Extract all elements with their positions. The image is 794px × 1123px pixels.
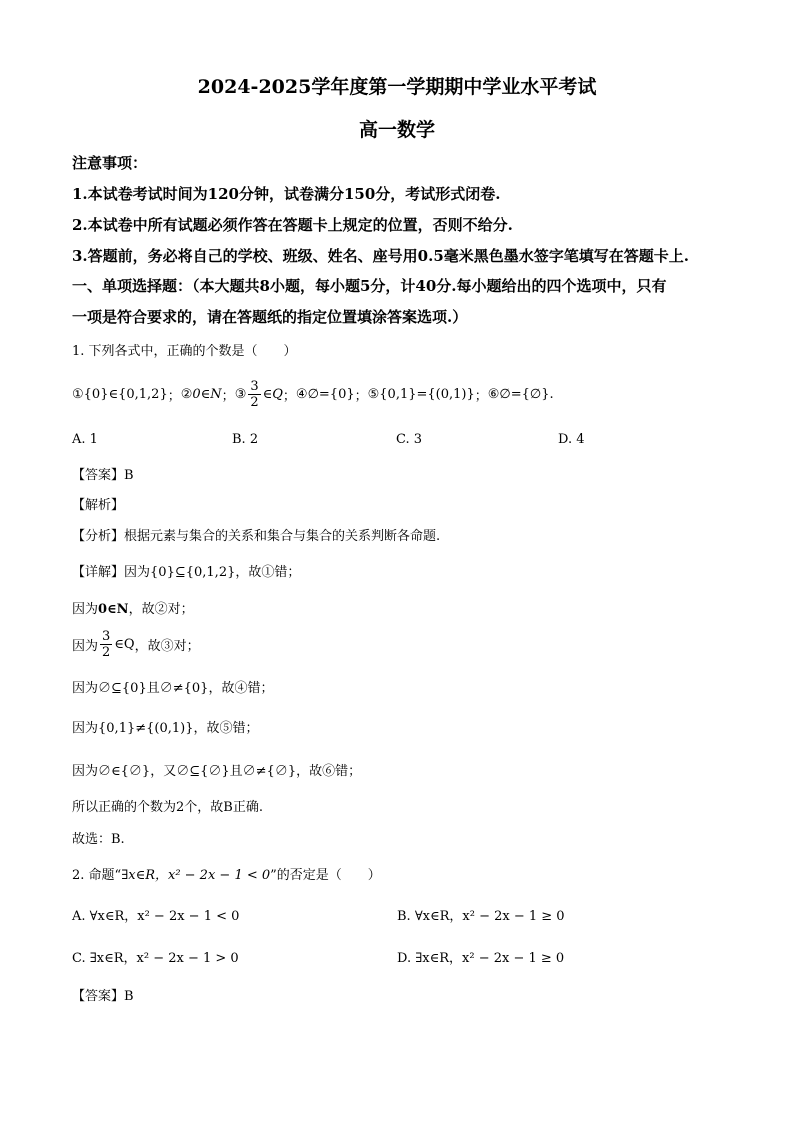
note-item-3: 3.答题前，务必将自己的学校、班级、姓名、座号用0.5毫米黑色墨水签字笔填写在答题卡上. [72, 247, 689, 265]
q1-option-b: B. 2 [232, 432, 259, 447]
q1-sep: ； [221, 388, 235, 404]
note-item-2: 2.本试卷中所有试题必须作答在答题卡上规定的位置，否则不给分. [72, 216, 513, 234]
q1-item-1-mark: ① [72, 386, 84, 402]
q1-item-2: 0∈N [192, 386, 222, 402]
q1-detail-1-post: ，故①错； [235, 565, 301, 580]
q1-detail-2-math: 0∈N [98, 602, 129, 617]
q1-detail-3 [72, 624, 200, 664]
q1-choose: 故选：B. [72, 832, 125, 847]
q1-detail-3-denominator: 2 [102, 644, 111, 660]
q1-item-3-numerator: 3 [250, 378, 259, 394]
q1-detail-3-math: ∈Q [114, 636, 135, 652]
q1-detail-4-post: ，故④错； [208, 681, 274, 696]
q1-item-3-fraction [248, 380, 260, 409]
note-item-1: 1.本试卷考试时间为120分钟，试卷满分150分，考试形式闭卷. [72, 185, 501, 203]
q2-answer: 【答案】B [72, 989, 134, 1004]
q1-item-1: {0}∈{0,1,2} [83, 386, 168, 402]
q1-end: . [549, 386, 554, 402]
q1-detail-6-math2: ∅⊆{∅} [176, 764, 230, 779]
q1-answer: 【答案】B [72, 468, 134, 483]
q2-stem-pre: 2. 命题“ [72, 868, 122, 883]
q1-sep: ； [282, 388, 296, 404]
q1-analysis-heading: 【解析】 [72, 498, 125, 513]
notes-heading: 注意事项： [72, 154, 148, 172]
q1-detail-4-pre: 因为 [72, 681, 99, 696]
q1-detail-6-post: ，故⑥错； [296, 764, 362, 779]
q1-detail-5-post: ，故⑤错； [193, 721, 259, 736]
q1-detail-4-math1: ∅⊆{0} [98, 681, 147, 696]
q1-item-3-denominator: 2 [250, 394, 259, 410]
q1-detail-4-mid: 且 [146, 681, 160, 696]
q1-option-a: A. 1 [72, 432, 98, 447]
q1-items [72, 374, 554, 414]
q1-detail-5-pre: 因为 [72, 721, 99, 736]
q1-detail-2-post: ，故②对； [128, 602, 194, 617]
q2-stem-math: ∃x∈R，x² − 2x − 1 < 0 [121, 868, 271, 883]
q1-option-c: C. 3 [396, 432, 423, 447]
q1-detail-6-math1: ∅∈{∅} [98, 764, 151, 779]
q2-option-d-text: D. ∃x∈R，x² − 2x − 1 ≥ 0 [397, 951, 565, 966]
q1-detail-3-post: ，故③对； [134, 638, 200, 654]
q1-detail-4-math2: ∅≠{0} [159, 681, 209, 696]
q1-item-3-rest: ∈Q [262, 386, 283, 402]
section-heading-line2: 一项是符合要求的，请在答题纸的指定位置填涂答案选项.） [72, 308, 468, 326]
q1-item-6: ∅={∅} [499, 386, 550, 402]
q1-detail-5-math: {0,1}≠{(0,1)} [98, 721, 194, 736]
q1-item-5-mark: ⑤ [367, 386, 380, 402]
q1-detail-2-pre: 因为 [72, 602, 99, 617]
q1-detail-5 [72, 717, 259, 736]
q1-item-3-mark: ③ [234, 386, 247, 402]
q1-sep: ； [167, 388, 181, 404]
q1-item-4-mark: ④ [295, 386, 308, 402]
q1-detail-4 [72, 677, 273, 696]
q1-xiangjie-label: 【详解】 [72, 565, 125, 580]
q1-option-d: D. 4 [558, 432, 585, 447]
q2-option-a-text: A. ∀x∈R，x² − 2x − 1 < 0 [72, 909, 240, 924]
q2-option-b-text: B. ∀x∈R，x² − 2x − 1 ≥ 0 [397, 909, 565, 924]
q2-stem-post: ”的否定是（ ） [270, 868, 381, 883]
q1-item-4: ∅={0} [307, 386, 355, 402]
q2-option-c-text: C. ∃x∈R，x² − 2x − 1 > 0 [72, 951, 239, 966]
q2-option-a [72, 905, 239, 924]
q1-sep: ； [354, 388, 368, 404]
q2-stem [72, 864, 381, 883]
q1-item-6-mark: ⑥ [487, 386, 500, 402]
q1-detail-3-fraction [100, 630, 112, 659]
exam-title: 2024-2025学年度第一学期期中学业水平考试 [197, 76, 597, 98]
exam-subtitle: 高一数学 [358, 119, 435, 141]
q1-detail-2 [72, 598, 194, 617]
q1-detail-3-numerator: 3 [102, 628, 111, 644]
q2-option-d [397, 947, 564, 966]
q1-detail-6-mid1: ，又 [150, 764, 177, 779]
q1-stem: 1. 下列各式中，正确的个数是（ ） [72, 344, 297, 359]
q1-detail-1-math: {0}⊆{0,1,2} [150, 565, 236, 580]
q1-item-5: {0,1}={(0,1)} [379, 386, 475, 402]
q2-option-b [397, 905, 565, 924]
q2-option-c [72, 947, 239, 966]
q1-detail-3-pre: 因为 [72, 638, 99, 654]
section-heading-line1: 一、单项选择题：（本大题共8小题，每小题5分，计40分.每小题给出的四个选项中，只有 [72, 277, 667, 295]
q1-detail-6-math3: ∅≠{∅} [242, 764, 297, 779]
q1-detail-6-mid2: 且 [229, 764, 243, 779]
q1-item-2-mark: ② [180, 386, 193, 402]
q1-conclusion: 所以正确的个数为2个，故B正确. [72, 800, 263, 815]
q1-sep: ； [474, 388, 488, 404]
q1-detail-6 [72, 760, 361, 779]
q1-detail-1 [72, 561, 300, 580]
q1-fenxi: 【分析】根据元素与集合的关系和集合与集合的关系判断各命题. [72, 529, 441, 544]
q1-detail-1-pre: 因为 [124, 565, 151, 580]
q1-detail-6-pre: 因为 [72, 764, 99, 779]
